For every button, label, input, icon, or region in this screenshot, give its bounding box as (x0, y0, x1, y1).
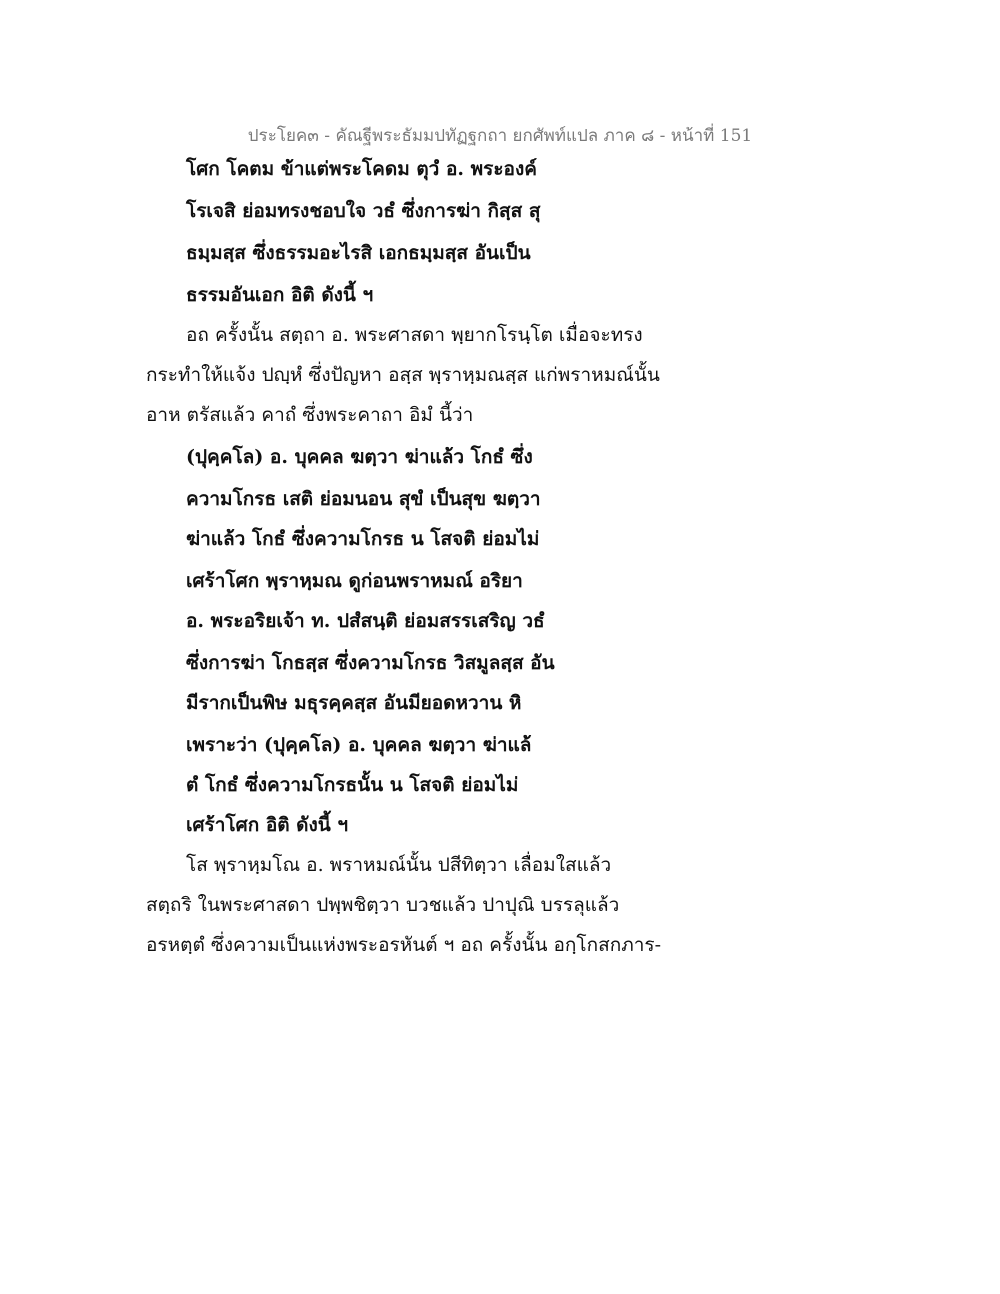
text-line-18: โส พฺราหฺมโณ อ. พราหมณ์นั้น ปสีทิตฺวา เลื่อมใสแล้ว (186, 854, 612, 876)
text-line-19: สตฺถริ ในพระศาสดา ปพฺพชิตฺวา บวชแล้ว ปาปุณิ บรรลุแล้ว (146, 894, 620, 916)
text-line-6: กระทำให้แจ้ง ปญฺหํ ซึ่งปัญหา อสฺส พฺราหฺมณสฺส แก่พราหมณ์นั้น (146, 364, 660, 386)
text-line-2: โรเจสิ ย่อมทรงชอบใจ วธํ ซึ่งการฆ่า กิสฺส สุ (186, 200, 541, 222)
text-line-10: ฆ่าแล้ว โกธํ ซึ่งความโกรธ น โสจติ ย่อมไม่ (186, 528, 540, 550)
text-line-17: เศร้าโศก อิติ ดังนี้ ฯ (186, 814, 349, 836)
text-line-1: โศก โคตม ข้าแต่พระโคดม ตุวํ อ. พระองค์ (186, 158, 537, 180)
text-line-9: ความโกรธ เสติ ย่อมนอน สุขํ เป็นสุข ฆตฺวา (186, 488, 541, 510)
text-line-5: อถ ครั้งนั้น สตฺถา อ. พระศาสดา พฺยากโรนฺโต เมื่อจะทรง (186, 324, 643, 346)
text-line-3: ธมฺมสฺส ซึ่งธรรมอะไรสิ เอกธมฺมสฺส อันเป็น (186, 242, 531, 264)
text-line-7: อาห ตรัสแล้ว คาถํ ซึ่งพระคาถา อิมํ นี้ว่า (146, 404, 474, 426)
text-line-11: เศร้าโศก พฺราหฺมณ ดูก่อนพราหมณ์ อริยา (186, 570, 523, 592)
text-line-14: มีรากเป็นพิษ มธุรคฺคสฺส อันมียอดหวาน หิ (186, 692, 522, 714)
page-header: ประโยค๓ - คัณฐีพระธัมมปทัฏฐกถา ยกศัพท์แปล ภาค ๘ - หน้าที่ 151 (247, 126, 753, 146)
text-line-12: อ. พระอริยเจ้า ท. ปสํสนฺติ ย่อมสรรเสริญ วธํ (186, 610, 545, 632)
text-line-16: ตํ โกธํ ซึ่งความโกรธนั้น น โสจติ ย่อมไม่ (186, 774, 519, 796)
text-line-15: เพราะว่า (ปุคฺคโล) อ. บุคคล ฆตฺวา ฆ่าแล้ (186, 734, 532, 756)
text-line-20: อรหตฺตํ ซึ่งความเป็นแห่งพระอรหันต์ ฯ อถ ครั้งนั้น อกฺโกสกภาร- (146, 934, 662, 956)
text-line-8: (ปุคฺคโล) อ. บุคคล ฆตฺวา ฆ่าแล้ว โกธํ ซึ่ง (186, 446, 533, 468)
text-line-13: ซึ่งการฆ่า โกธสฺส ซึ่งความโกรธ วิสมูลสฺส อัน (186, 652, 555, 674)
text-line-4: ธรรมอันเอก อิติ ดังนี้ ฯ (186, 284, 374, 306)
